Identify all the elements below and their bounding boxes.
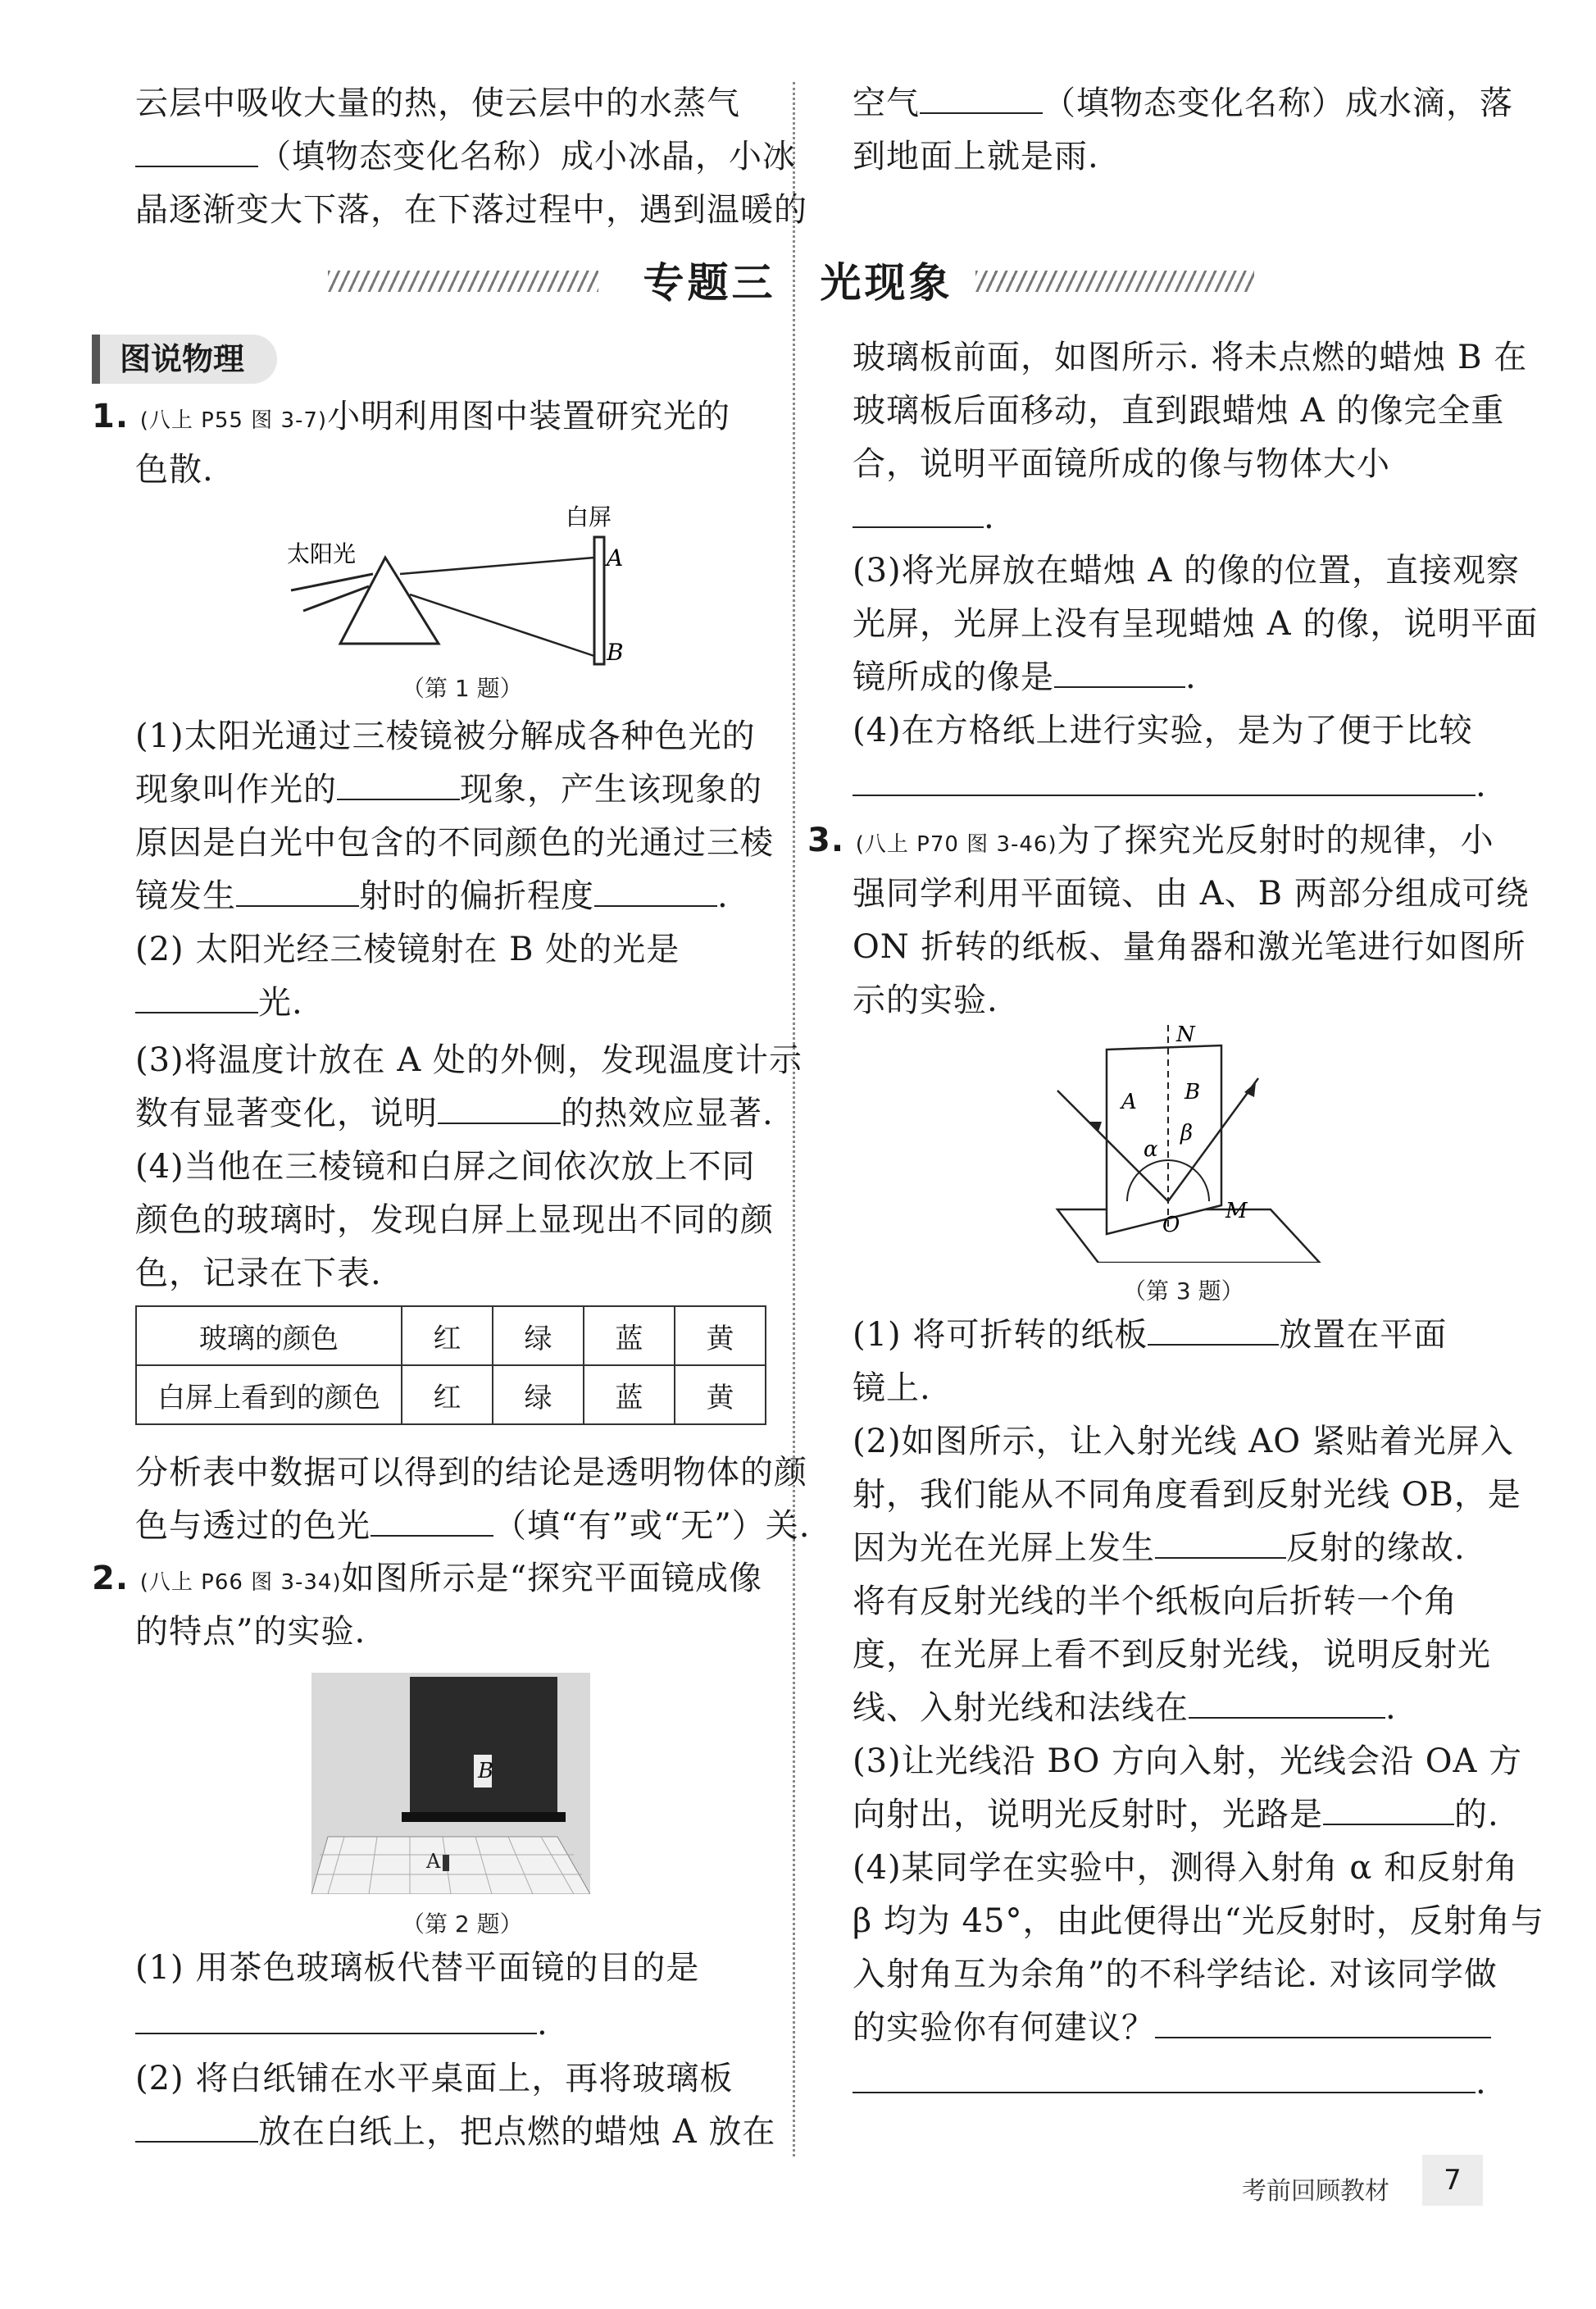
answer-blank[interactable] — [135, 134, 258, 167]
answer-blank[interactable] — [1155, 2006, 1491, 2038]
q3-p4-line4: 的实验你有何建议？ — [853, 2005, 1491, 2051]
sun-label: 太阳光 — [287, 540, 357, 567]
q1-stem: 1. (八上 P55 图 3-7)小明利用图中装置研究光的 — [92, 398, 731, 435]
table-header-cell: 白屏上看到的颜色 — [136, 1365, 402, 1424]
footer-label: 考前回顾教材 — [1242, 2177, 1389, 2206]
candle-a-label: A — [426, 1850, 441, 1873]
title-decoration-right — [975, 271, 1254, 292]
n-label: N — [1176, 1022, 1195, 1047]
q1-p4-line1: (4)当他在三棱镜和白屏之间依次放上不同 — [135, 1148, 756, 1186]
top-left-line-1: 云层中吸收大量的热，使云层中的水蒸气 — [135, 84, 740, 122]
plane-mirror — [1057, 1209, 1320, 1263]
q2-p3-line3: 镜所成的像是 . — [853, 654, 1197, 700]
top-left-line-2: （填物态变化名称）成小冰晶，小冰 — [135, 134, 796, 180]
q2-stem-2: 的特点”的实验. — [135, 1613, 366, 1651]
table-cell: 黄 — [675, 1365, 766, 1424]
q3-p1-line2: 镜上. — [853, 1369, 931, 1407]
answer-blank[interactable] — [135, 2002, 537, 2034]
table-cell: 红 — [402, 1306, 493, 1365]
ray-to-b — [410, 594, 594, 656]
answer-blank[interactable] — [1189, 1686, 1385, 1719]
q3-p2-line4: 将有反射光线的半个纸板向后折转一个角 — [853, 1583, 1457, 1620]
sun-ray — [291, 574, 373, 590]
ray-to-a — [400, 558, 594, 574]
q1-p2-line2: 光. — [135, 980, 303, 1026]
q2-mirror-figure — [311, 1673, 590, 1894]
q3-p4-line3: 入射角互为余角”的不科学结论. 对该同学做 — [853, 1956, 1498, 1993]
answer-blank[interactable] — [236, 874, 359, 907]
table-cell: 蓝 — [584, 1365, 675, 1424]
answer-blank[interactable] — [135, 981, 258, 1013]
q2-p2-line1: (2) 将白纸铺在水平桌面上，再将玻璃板 — [135, 2060, 734, 2097]
q3-p2-line6: 线、入射光线和法线在 . — [853, 1685, 1397, 1731]
table-cell: 黄 — [675, 1306, 766, 1365]
table-row — [136, 1306, 766, 1365]
q2-p3-line2: 光屏，光屏上没有呈现蜡烛 A 的像，说明平面 — [853, 605, 1539, 643]
q3-p2-line2: 射，我们能从不同角度看到反射光线 OB，是 — [853, 1476, 1521, 1514]
answer-blank[interactable] — [135, 2110, 258, 2143]
answer-blank[interactable] — [438, 1091, 561, 1124]
section-tag: 图说物理 — [92, 335, 277, 384]
q2-stem: 2. (八上 P66 图 3-34)如图所示是“探究平面镜成像 — [92, 1560, 763, 1597]
q3-p4-line5: . — [853, 2060, 1487, 2106]
q2-p4-line1: (4)在方格纸上进行实验，是为了便于比较 — [853, 712, 1473, 749]
incident-arrow — [1089, 1122, 1102, 1132]
top-right-line-2: 到地面上就是雨. — [853, 138, 1099, 175]
q3-p4-line1: (4)某同学在实验中，测得入射角 α 和反射角 — [853, 1849, 1519, 1887]
q1-p1-line1: (1)太阳光通过三棱镜被分解成各种色光的 — [135, 717, 756, 755]
answer-blank[interactable] — [337, 767, 460, 800]
q1-p1-line2: 现象叫作光的 现象，产生该现象的 — [135, 767, 762, 813]
q3-p3-line1: (3)让光线沿 BO 方向入射，光线会沿 OA 方 — [853, 1742, 1523, 1780]
q1-p3-line2: 数有显著变化，说明 的热效应显著. — [135, 1091, 774, 1136]
top-right-line-1: 空气 （填物态变化名称）成水滴，落 — [853, 80, 1513, 126]
q3-reflection-figure — [1049, 1017, 1328, 1263]
q1-p3-line1: (3)将温度计放在 A 处的外侧，发现温度计示 — [135, 1041, 803, 1079]
q2-cont-line1: 玻璃板前面，如图所示. 将未点燃的蜡烛 B 在 — [853, 339, 1528, 376]
q2-p1-line2: . — [135, 2001, 548, 2047]
q1-p4-line2: 颜色的玻璃时，发现白屏上显现出不同的颜 — [135, 1201, 774, 1239]
q2-p4-line2: . — [853, 763, 1487, 808]
q2-cont-line3: 合，说明平面镜所成的像与物体大小 — [853, 445, 1390, 483]
q1-p2-line1: (2) 太阳光经三棱镜射在 B 处的光是 — [135, 931, 680, 968]
m-label: M — [1225, 1199, 1248, 1223]
grid-paper — [311, 1837, 590, 1894]
q1-stem-2: 色散. — [135, 451, 214, 489]
answer-blank[interactable] — [853, 2061, 1476, 2093]
candle-b-label: B — [478, 1759, 494, 1783]
a-label: A — [1121, 1090, 1137, 1114]
beta-label: β — [1180, 1121, 1194, 1145]
q1-p1-line4: 镜发生 射时的偏折程度 . — [135, 873, 729, 919]
q3-stem-4: 示的实验. — [853, 981, 998, 1019]
answer-blank[interactable] — [1054, 655, 1185, 688]
q3-stem: 3. (八上 P70 图 3-46)为了探究光反射时的规律，小 — [807, 822, 1494, 859]
table-cell: 绿 — [493, 1365, 584, 1424]
q1-conclusion-line2: 色与透过的色光 （填“有”或“无”）关. — [135, 1503, 811, 1549]
plate-stand — [402, 1812, 566, 1822]
table-header-cell: 玻璃的颜色 — [136, 1306, 402, 1365]
alpha-label: α — [1144, 1137, 1158, 1162]
q3-p2-line5: 度，在光屏上看不到反射光线，说明反射光 — [853, 1636, 1491, 1674]
tea-glass-plate — [410, 1677, 557, 1816]
white-screen — [594, 537, 604, 664]
point-b-label: B — [607, 639, 624, 666]
q2-caption: （第 2 题） — [402, 1911, 523, 1938]
q1-caption: （第 1 题） — [402, 675, 523, 702]
q2-cont-line4: . — [853, 494, 995, 540]
answer-blank[interactable] — [920, 81, 1043, 114]
section-title: 专题三 光现象 — [643, 259, 953, 307]
answer-blank[interactable] — [853, 495, 984, 528]
q1-prism-figure — [279, 500, 648, 689]
q3-p4-line2: β 均为 45°，由此便得出“光反射时，反射角与 — [853, 1902, 1544, 1940]
screen-label: 白屏 — [566, 503, 612, 531]
q3-p3-line2: 向射出，说明光反射时，光路是 的. — [853, 1792, 1499, 1838]
q3-p1-line1: (1) 将可折转的纸板 放置在平面 — [853, 1312, 1447, 1358]
q1-conclusion-line1: 分析表中数据可以得到的结论是透明物体的颜 — [135, 1454, 807, 1492]
q3-stem-3: ON 折转的纸板、量角器和激光笔进行如图所 — [853, 928, 1526, 966]
table-row — [136, 1365, 766, 1424]
o-label: O — [1162, 1213, 1180, 1237]
q3-stem-2: 强同学利用平面镜、由 A、B 两部分组成可绕 — [853, 875, 1530, 913]
answer-blank[interactable] — [853, 763, 1476, 796]
table-cell: 蓝 — [584, 1306, 675, 1365]
q1-p4-line3: 色，记录在下表. — [135, 1255, 382, 1292]
table-cell: 红 — [402, 1365, 493, 1424]
q2-p2-line2: 放在白纸上，把点燃的蜡烛 A 放在 — [135, 2109, 775, 2155]
answer-blank[interactable] — [594, 874, 717, 907]
q2-p1-line1: (1) 用茶色玻璃板代替平面镜的目的是 — [135, 1949, 700, 1987]
page-number: 7 — [1422, 2155, 1483, 2206]
q3-p2-line1: (2)如图所示，让入射光线 AO 紧贴着光屏入 — [853, 1423, 1514, 1460]
answer-blank[interactable] — [1155, 1526, 1286, 1559]
q3-caption: （第 3 题） — [1123, 1277, 1244, 1305]
answer-blank[interactable] — [1148, 1313, 1279, 1346]
q2-cont-line2: 玻璃板后面移动，直到跟蜡烛 A 的像完全重 — [853, 392, 1505, 430]
answer-blank[interactable] — [1323, 1792, 1454, 1825]
b-label: B — [1184, 1080, 1201, 1104]
top-left-line-3: 晶逐渐变大下落，在下落过程中，遇到温暖的 — [135, 191, 807, 229]
prism — [340, 558, 439, 644]
column-divider — [793, 82, 795, 2156]
q2-p3-line1: (3)将光屏放在蜡烛 A 的像的位置，直接观察 — [853, 552, 1520, 590]
answer-blank[interactable] — [371, 1504, 493, 1537]
point-a-label: A — [607, 544, 624, 572]
candle-a — [443, 1855, 449, 1871]
paper-board — [1107, 1045, 1221, 1234]
q3-p2-line3: 因为光在光屏上发生 反射的缘故. — [853, 1525, 1466, 1571]
table-cell: 绿 — [493, 1306, 584, 1365]
glass-color-table — [135, 1305, 766, 1425]
q1-p1-line3: 原因是白光中包含的不同颜色的光通过三棱 — [135, 824, 774, 862]
